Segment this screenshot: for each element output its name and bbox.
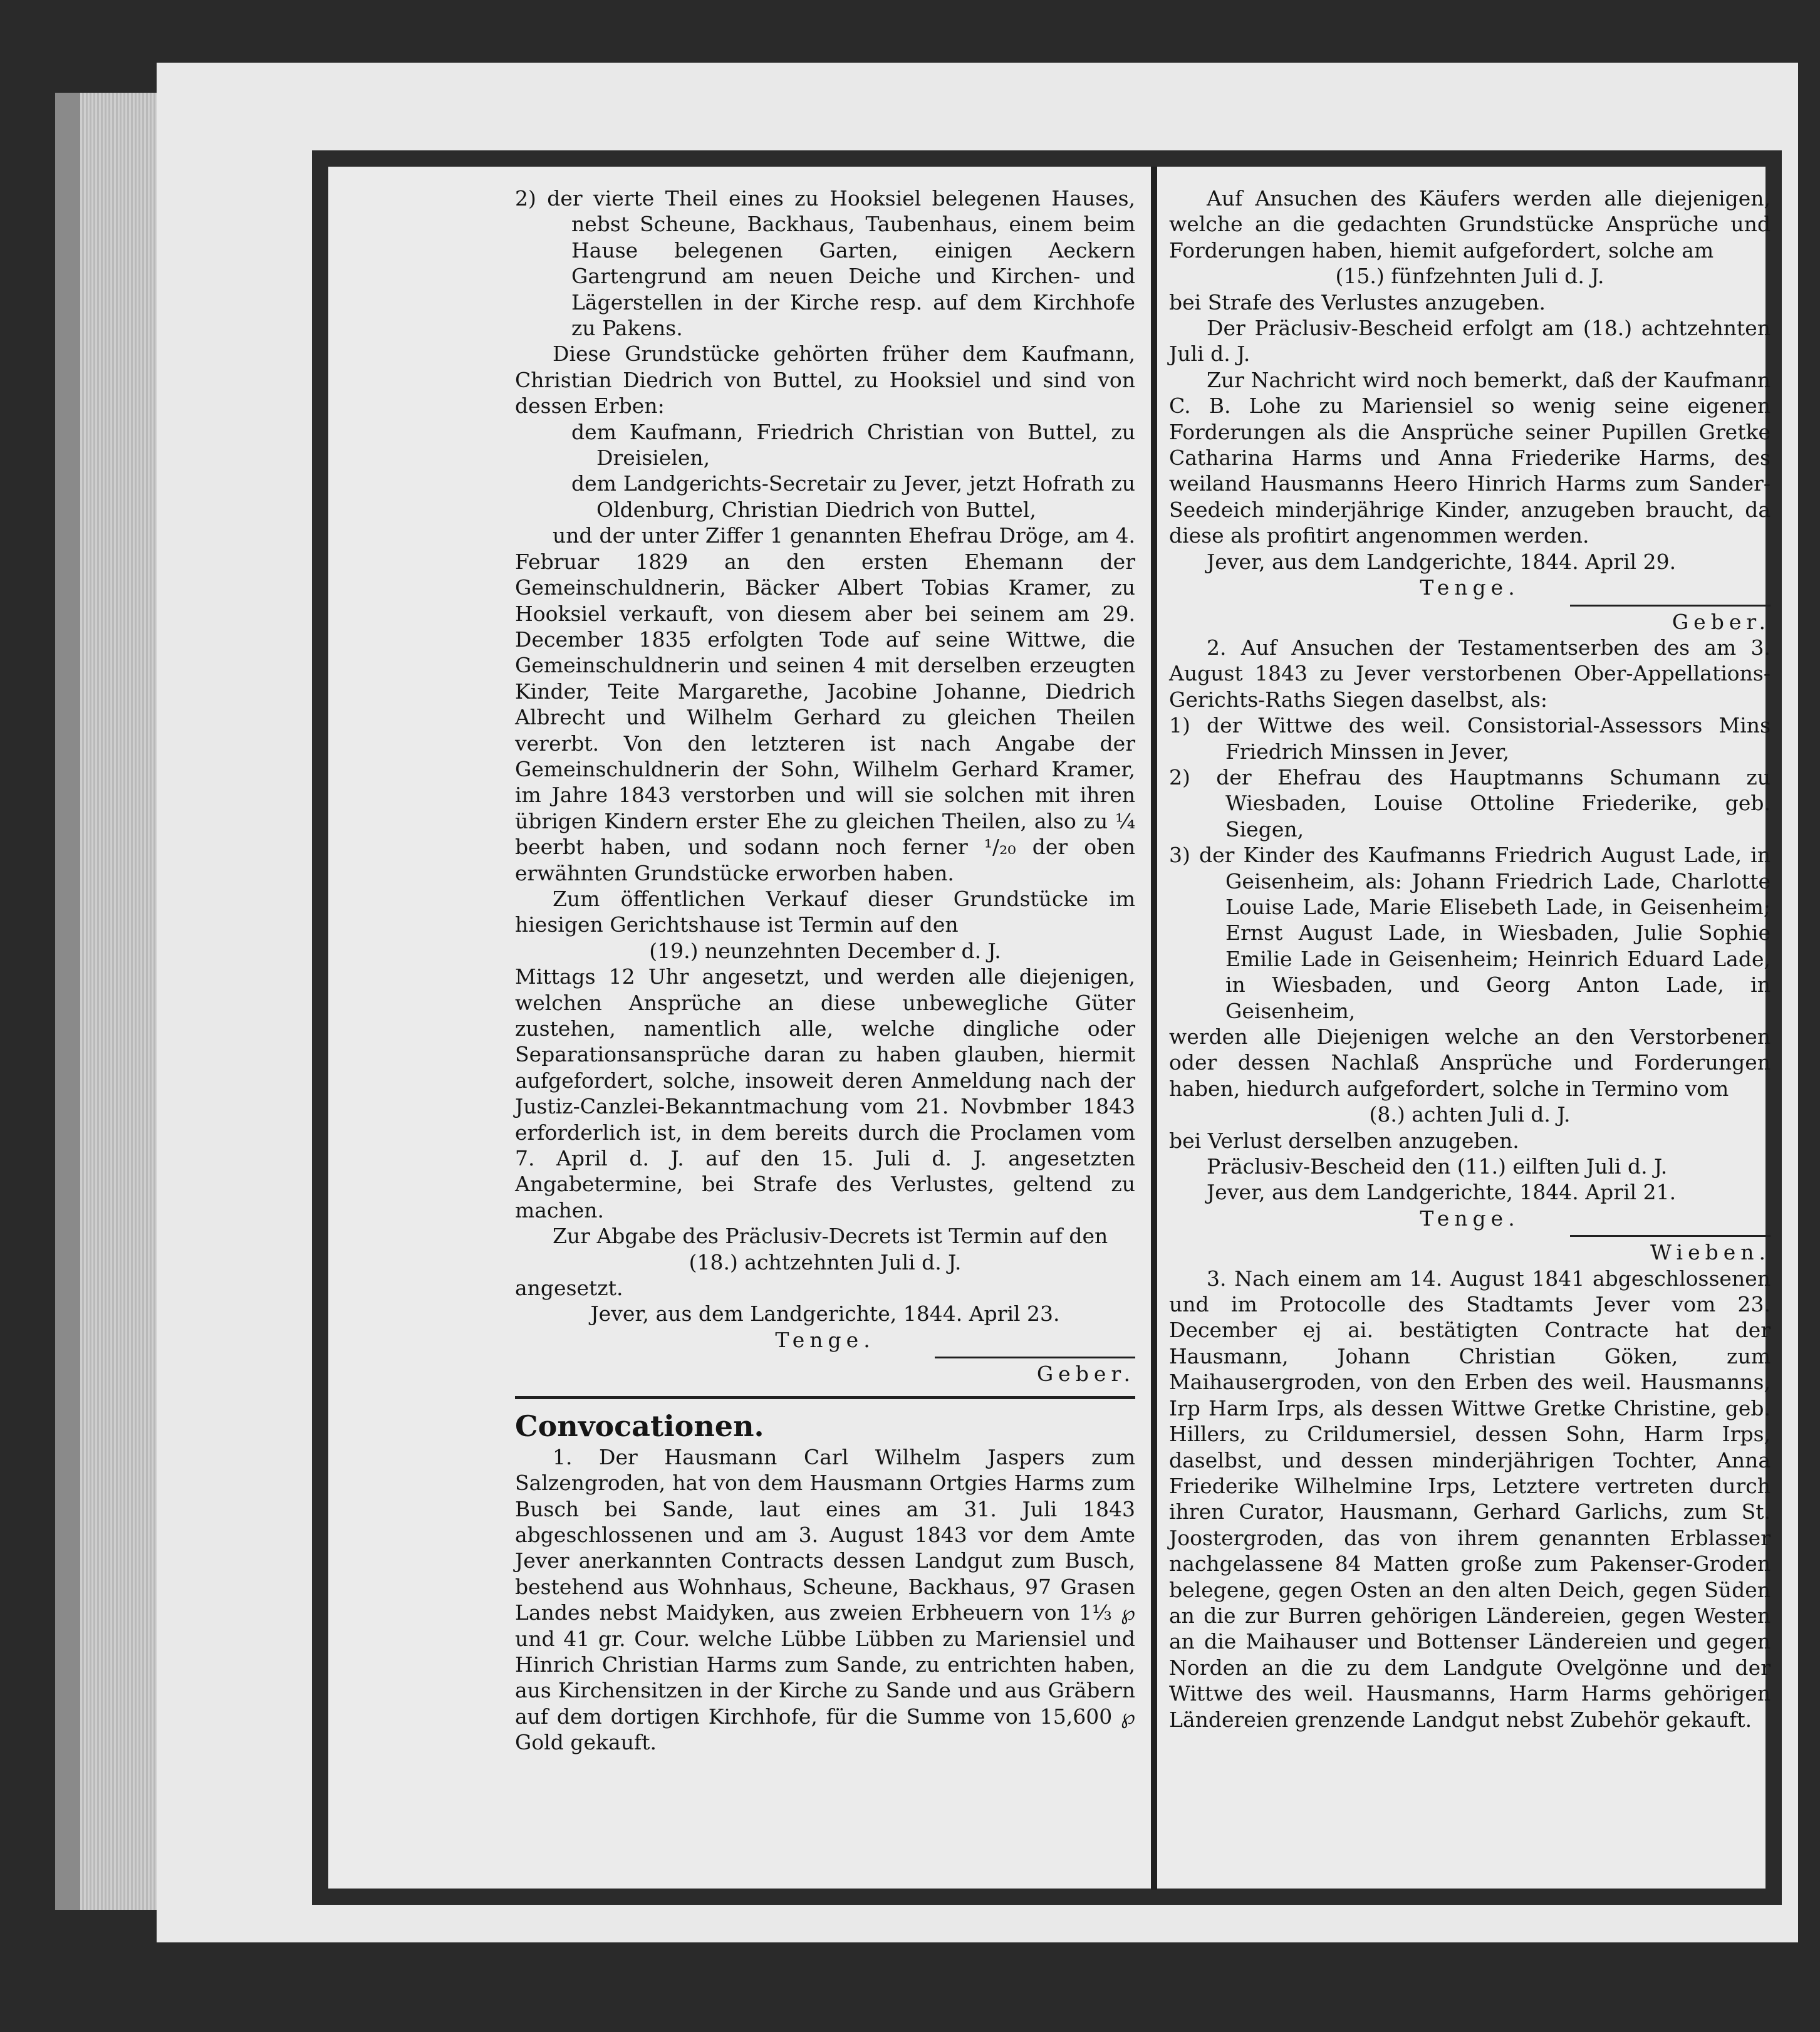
heir-2-3: 3) der Kinder des Kaufmanns Friedrich August Lade, in Geisenheim, als: Johann Friedrich Lade, Charlotte Louise Lade, Marie Elisebeth Lade, in Geisenheim; Ernst August Lade, in Wiesbaden, Julie Sophie Emilie Lade in Geisenheim; Heinrich Eduard Lade, in Wiesbaden, und Georg Anton Lade, in Geisenheim, <box>1169 843 1771 1023</box>
paragraph-claims-2: werden alle Diejenigen welche an den Verstorbenen oder dessen Nachlaß Ansprüche und Forderungen haben, hiedurch aufgefordert, solche in Termino vom <box>1169 1024 1771 1101</box>
countersigner-1: Geber. <box>1672 609 1771 634</box>
paragraph-sale: und der unter Ziffer 1 genannten Ehefrau Dröge, am 4. Februar 1829 an den ersten Ehemann der Gemeinschuldnerin, Bäcker Albert Tobias Kramer, zu Hooksiel verkauft, von diesem aber bei seinem am 29. December 1835 erfolgten Tode auf seine Wittwe, die Gemeinschuldnerin und seinen 4 mit derselben erzeugten Kinder, Teite Margarethe, Jacobine Johanne, Diedrich Albrecht und Wilhelm Gerhard zu gleichen Theilen vererbt. Von den letzteren ist nach Angabe der Gemeinschuldnerin der Sohn, Wilhelm Gerhard Kramer, im Jahre 1843 verstorben und will sie solchen mit ihren übrigen Kindern erster Ehe zu gleichen Theilen, also zu ¼ beerbt haben, und sodann noch ferner ¹/₂₀ der oben erwähnten Grundstücke erworben haben. <box>515 523 1135 885</box>
countersigner: Geber. <box>1036 1362 1135 1387</box>
paragraph-preclusive: Der Präclusiv-Bescheid erfolgt am (18.) achtzehnten Juli d. J. <box>1169 316 1771 367</box>
paragraph-decree: Zur Abgabe des Präclusiv-Decrets ist Termin auf den <box>553 1224 1108 1249</box>
convocation-3: 3. Nach einem am 14. August 1841 abgeschlossenen und im Protocolle des Stadtamts Jever vom 23. December ej ai. bestätigten Contracte hat der Hausmann, Johann Christian Göken, zum Maihausergroden, von den Erben des weil. Hausmanns, Irp Harm Irps, als dessen Wittwe Gretke Christine, geb. Hillers, zu Crildumersiel, dessen Sohn, Harm Irps, daselbst, und dessen minderjährigen Tochter, Anna Friederike Wilhelmine Irps, Letztere vertreten durch ihren Curator, Hausmann, Gerhard Garlichs, zum St. Joostergroden, das von ihrem genannten Erblasser nachgelassene 84 Matten große zum Pakenser-Groden belegene, gegen Osten an den alten Deich, gegen Süden an die zur Burren gehörigen Ländereien, gegen Westen an die Maihauser und Bottenser Ländereien und gegen Norden an die zu dem Landgute Ovelgönne und der Wittwe des weil. Hausmanns, Harm Harms gehörigen Ländereien grenzende Landgut nebst Zubehör gekauft. <box>1169 1266 1771 1732</box>
heir-2-1: 1) der Wittwe des weil. Consistorial-Assessors Mins Friedrich Minssen in Jever, <box>1169 713 1771 764</box>
signature-rule-1 <box>1570 605 1771 607</box>
place-date-1: Jever, aus dem Landgerichte, 1844. April 29. <box>1207 549 1677 574</box>
signer-1: Tenge. <box>1420 575 1520 600</box>
place-date-2: Jever, aus dem Landgerichte, 1844. April 21. <box>1207 1180 1677 1205</box>
section-divider <box>515 1396 1135 1399</box>
signer-2: Tenge. <box>1420 1206 1520 1231</box>
heir-2: dem Landgerichts-Secretair zu Jever, jetzt Hofrath zu Oldenburg, Christian Diedrich von Buttel, <box>571 471 1135 522</box>
date-claims-2: (8.) achten Juli d. J. <box>1369 1102 1571 1127</box>
left-column <box>515 185 1135 1756</box>
paragraph-noon: Mittags 12 Uhr angesetzt, und werden alle diejenigen, welchen Ansprüche an diese unbewegliche Güter zustehen, namentlich alle, welche dingliche oder Separationsansprüche daran zu haben glauben, hiermit aufgefordert, solche, insoweit deren Anmeldung nach der Justiz-Canzlei-Bekanntmachung vom 21. Novbmber 1843 erforderlich ist, in dem bereits durch die Proclamen vom 7. April d. J. auf den 15. Juli d. J. angesetzten Angabetermine, bei Strafe des Verlustes, geltend zu machen. <box>515 964 1135 1222</box>
convocations-heading: Convocationen. <box>515 1409 764 1443</box>
place-date: Jever, aus dem Landgerichte, 1844. April 23. <box>590 1301 1060 1326</box>
convocation-1: 1. Der Hausmann Carl Wilhelm Jaspers zum Salzengroden, hat von dem Hausmann Ortgies Harms zum Busch bei Sande, laut eines am 31. Juli 1843 abgeschlossenen und am 3. August 1843 vor dem Amte Jever anerkannten Contracts dessen Landgut zum Busch, bestehend aus Wohnhaus, Scheune, Backhaus, 97 Grasen Landes nebst Maidyken, aus zweien Erbheuern von 1⅓ ℘ und 41 gr. Cour. welche Lübbe Lübben zu Mariensiel und Hinrich Christian Harms zum Sande, zu entrichten haben, aus Kirchensitzen in der Kirche zu Sande und aus Gräbern auf dem dortigen Kirchhofe, für die Summe von 15,600 ℘ Gold gekauft. <box>515 1444 1135 1755</box>
paragraph-note: Zur Nachricht wird noch bemerkt, daß der Kaufmann C. B. Lohe zu Mariensiel so wenig seine eigenen Forderungen als die Ansprüche seiner Pupillen Gretke Catharina Harms und Anna Friederike Harms, des weiland Hausmanns Heero Hinrich Harms zum Sander-Seedeich minderjährige Kinder, anzugeben braucht, da diese als profitirt angenommen werden. <box>1169 367 1771 548</box>
paragraph-buyer: Auf Ansuchen des Käufers werden alle diejenigen, welche an die gedachten Grundstücke Ansprüche und Forderungen haben, hiemit aufgefordert, solche am <box>1169 186 1771 263</box>
item-2: 2) der vierte Theil eines zu Hooksiel belegenen Hauses, nebst Scheune, Backhaus, Taubenhaus, einem beim Hause belegenen Garten, einigen Aeckern Gartengrund am neuen Deiche und Kirchen- und Lägerstellen in der Kirche resp. auf dem Kirchhofe zu Pakens. <box>515 186 1135 341</box>
paragraph-heirs-intro: Diese Grundstücke gehörten früher dem Kaufmann, Christian Diedrich von Buttel, zu Hooksiel und sind von dessen Erben: <box>515 341 1135 419</box>
heir-1: dem Kaufmann, Friedrich Christian von Buttel, zu Dreisielen, <box>571 419 1135 471</box>
paragraph-set: angesetzt. <box>515 1276 623 1301</box>
column-divider <box>1151 167 1157 1890</box>
countersigner-2: Wieben. <box>1650 1240 1771 1265</box>
convocation-2-intro: 2. Auf Ansuchen der Testamentserben des am 3. August 1843 zu Jever verstorbenen Ober-Appellations-Gerichts-Raths Siegen daselbst, als: <box>1169 635 1771 712</box>
paragraph-penalty: bei Strafe des Verlustes anzugeben. <box>1169 289 1546 315</box>
signature-rule <box>935 1357 1135 1358</box>
heir-2-2: 2) der Ehefrau des Hauptmanns Schumann zu Wiesbaden, Louise Ottoline Friederike, geb. Siegen, <box>1169 764 1771 841</box>
paragraph-preclusive-2: Präclusiv-Bescheid den (11.) eilften Juli d. J. <box>1207 1154 1668 1179</box>
date-auction: (19.) neunzehnten December d. J. <box>649 938 1001 963</box>
signer: Tenge. <box>775 1327 875 1352</box>
date-decree: (18.) achtzehnten Juli d. J. <box>689 1249 962 1274</box>
paragraph-auction: Zum öffentlichen Verkauf dieser Grundstücke im hiesigen Gerichtshause ist Termin auf den <box>515 886 1135 937</box>
paragraph-penalty-2: bei Verlust derselben anzugeben. <box>1169 1128 1519 1153</box>
right-column <box>1169 185 1771 1732</box>
signature-rule-2 <box>1570 1235 1771 1237</box>
date-claims: (15.) fünfzehnten Juli d. J. <box>1335 264 1604 289</box>
